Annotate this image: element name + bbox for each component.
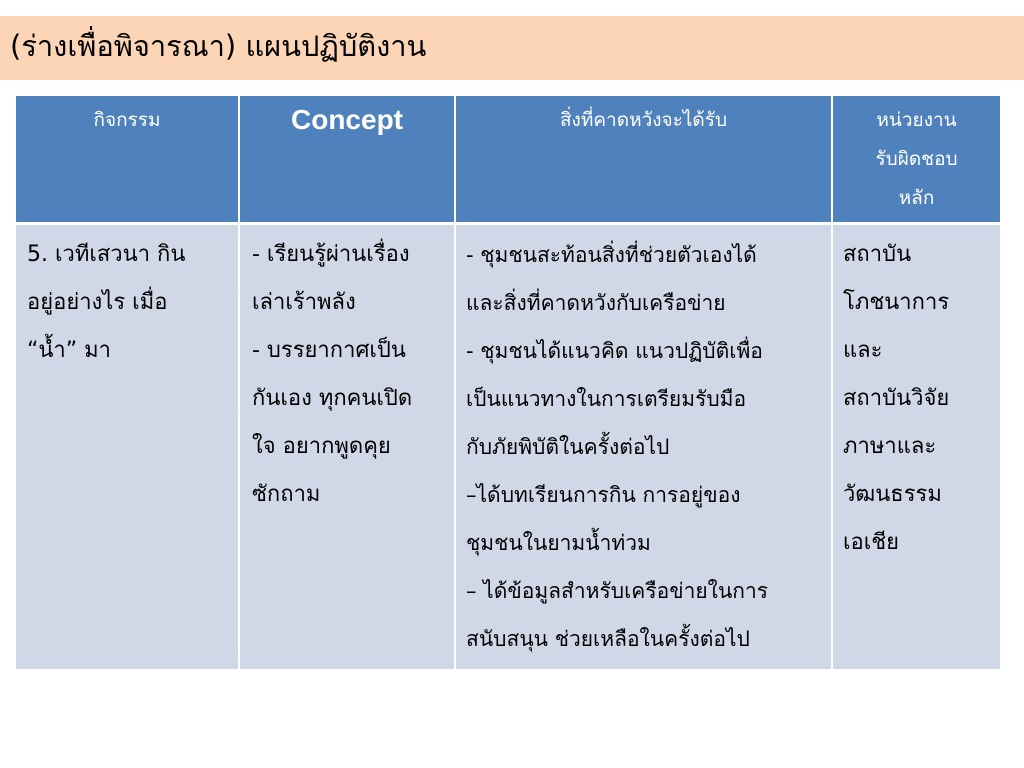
header-activity: กิจกรรม: [16, 96, 239, 224]
header-concept: Concept: [239, 96, 455, 224]
slide-title: (ร่างเพื่อพิจารณา) แผนปฏิบัติงาน: [10, 29, 427, 63]
title-bar: [0, 16, 1024, 80]
cell-activity: 5. เวทีเสวนา กิน อยู่อย่างไร เมื่อ “น้ำ” มา: [16, 224, 239, 670]
cell-responsible-agency: สถาบัน โภชนาการ และ สถาบันวิจัย ภาษาและ วัฒนธรรม เอเชีย: [832, 224, 1000, 670]
table-header-row: [16, 96, 1000, 224]
cell-concept: - เรียนรู้ผ่านเรื่อง เล่าเร้าพลัง - บรรยากาศเป็น กันเอง ทุกคนเปิด ใจ อยากพูดคุย ซักถาม: [239, 224, 455, 670]
table-row: [16, 224, 1000, 670]
cell-expected-results: - ชุมชนสะท้อนสิ่งที่ช่วยตัวเองได้ และสิ่งที่คาดหวังกับเครือข่าย - ชุมชนได้แนวคิด แนวปฏิบัติเพื่อ เป็นแนวทางในการเตรียมรับมือ กับภัยพิบัติในครั้งต่อไป –ได้บทเรียนการกิน การอยู่ของ ชุมชนในยามน้ำท่วม – ได้ข้อมูลสำหรับเครือข่ายในการ สนับสนุน ช่วยเหลือในครั้งต่อไป: [455, 224, 832, 670]
header-expected-results: สิ่งที่คาดหวังจะได้รับ: [455, 96, 832, 224]
header-responsible-agency: หน่วยงาน รับผิดชอบ หลัก: [832, 96, 1000, 224]
action-plan-table: [16, 96, 1000, 669]
